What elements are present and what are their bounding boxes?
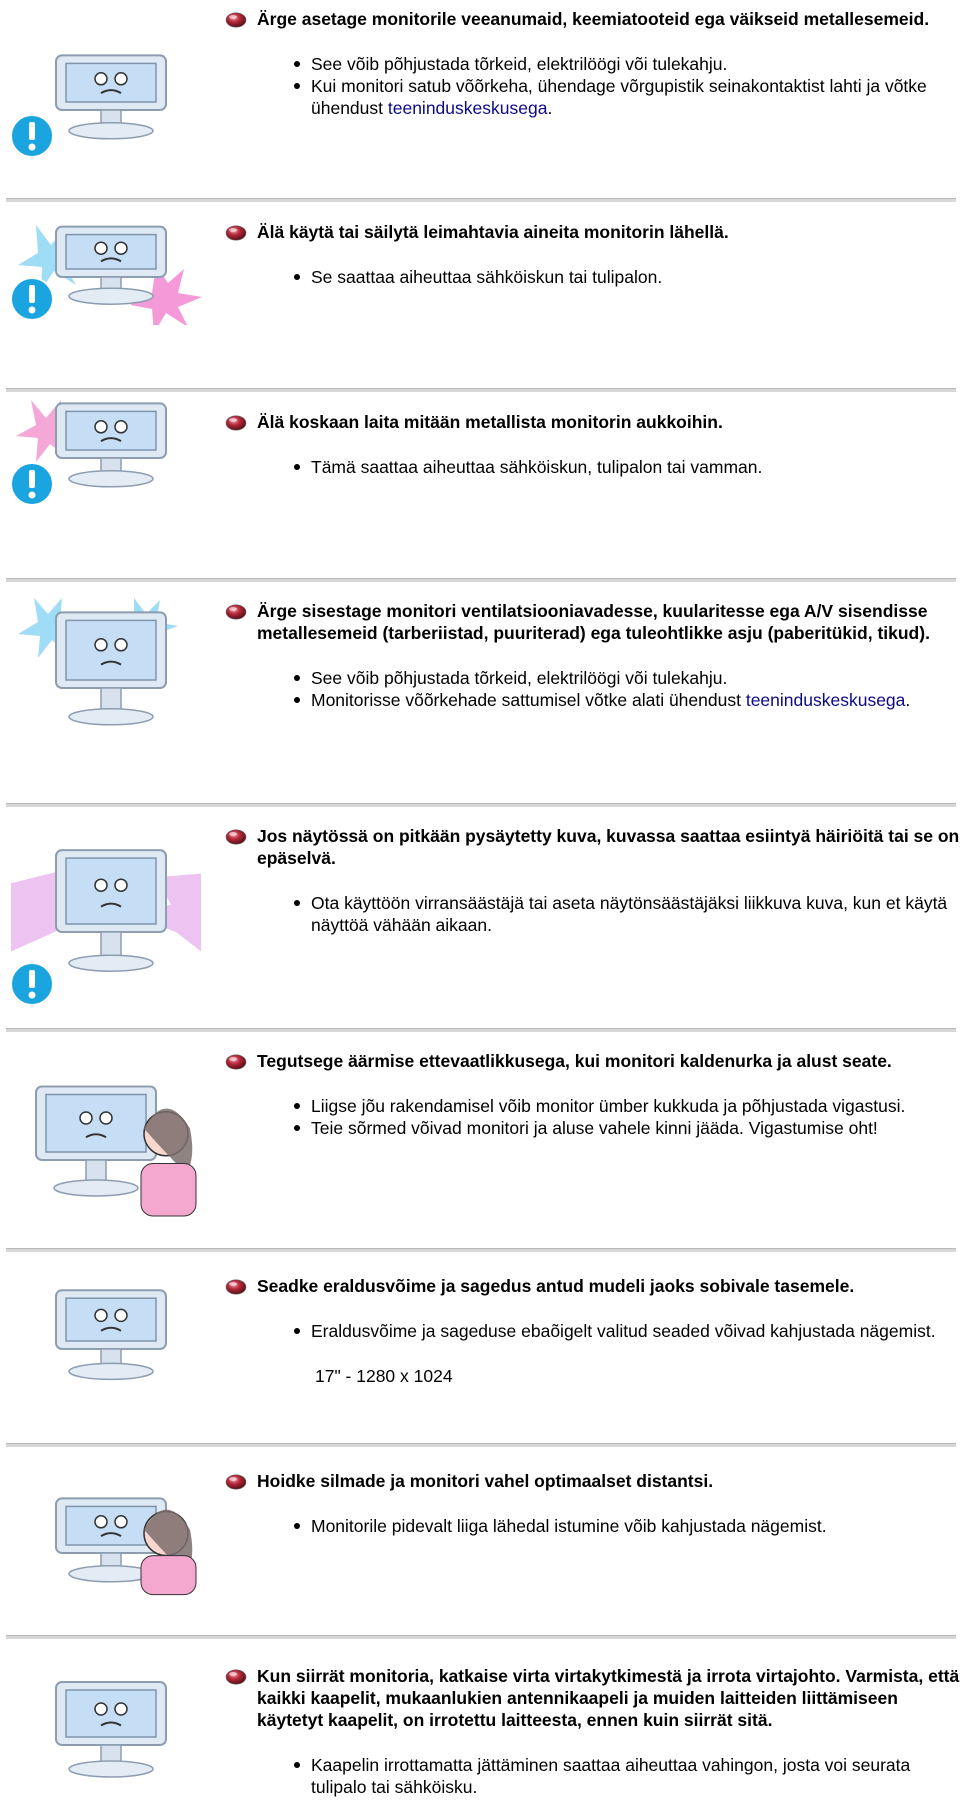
section-heading xyxy=(225,1665,960,1731)
warning-icon xyxy=(11,963,53,1005)
monitor-illustration xyxy=(6,580,206,760)
red-bullet-icon xyxy=(225,603,247,619)
item-text: Se saattaa aiheuttaa sähköiskun tai tulipalon. xyxy=(311,267,663,287)
safety-section xyxy=(0,580,960,780)
safety-section xyxy=(0,810,960,1010)
section-divider xyxy=(6,1635,956,1639)
bullet-dot xyxy=(294,1523,300,1529)
list-item xyxy=(311,667,960,689)
item-text: Kui monitori satub võõrkeha, ühendage võrgupistik seinakontaktist lahti ja võtke ühendust xyxy=(311,76,927,118)
monitor-illustration xyxy=(6,205,206,325)
bullet-dot xyxy=(294,1125,300,1131)
bullet-list xyxy=(225,1515,960,1537)
bullet-list xyxy=(225,1095,960,1139)
heading-text: Seadke eraldusvõime ja sagedus antud mudeli jaoks sobivale tasemele. xyxy=(257,1276,855,1296)
section-text xyxy=(225,1665,960,1798)
section-divider xyxy=(6,198,956,202)
heading-text: Ärge asetage monitorile veeanumaid, keemiatooteid ega väikseid metallesemeid. xyxy=(257,9,930,29)
item-text: Liigse jõu rakendamisel võib monitor ümber kukkuda ja põhjustada vigastusi. xyxy=(311,1096,906,1116)
list-item xyxy=(311,266,960,288)
bullet-list xyxy=(225,1320,960,1342)
section-heading xyxy=(225,411,960,433)
section-divider xyxy=(6,1443,956,1447)
section-text xyxy=(225,1275,960,1387)
bullet-list xyxy=(225,53,960,119)
item-text-suffix: . xyxy=(905,690,911,710)
bullet-dot xyxy=(294,274,300,280)
list-item xyxy=(311,456,960,478)
monitor-illustration xyxy=(6,1265,206,1405)
item-text: Teie sõrmed võivad monitori ja aluse vahele kinni jääda. Vigastumise oht! xyxy=(311,1118,878,1138)
item-text-suffix: . xyxy=(547,98,553,118)
section-text xyxy=(225,600,960,711)
bullet-dot xyxy=(294,1328,300,1334)
monitor-illustration xyxy=(6,1655,206,1805)
bullet-dot xyxy=(294,464,300,470)
section-text xyxy=(225,8,960,119)
heading-text: Ärge sisestage monitori ventilatsiooniavadesse, kuularitesse ega A/V sisendisse metallesemeid (tarberiistad, puuriterad) ega tuleohtlikke asju (paberitükid, tikud). xyxy=(257,601,930,643)
heading-text: Tegutsege äärmise ettevaatlikkusega, kui monitori kaldenurka ja alust seate. xyxy=(257,1051,892,1071)
red-bullet-icon xyxy=(225,1668,247,1684)
resolution-value: 17" - 1280 x 1024 xyxy=(315,1366,453,1386)
heading-text: Hoidke silmade ja monitori vahel optimaalset distantsi. xyxy=(257,1471,714,1491)
heading-text: Älä koskaan laita mitään metallista monitorin aukkoihin. xyxy=(257,412,723,432)
bullet-list xyxy=(225,667,960,711)
monitor-illustration xyxy=(6,32,206,162)
bullet-dot xyxy=(294,1762,300,1768)
monitor-illustration xyxy=(6,1055,206,1230)
section-divider xyxy=(6,578,956,582)
bullet-dot xyxy=(294,1103,300,1109)
bullet-list xyxy=(225,456,960,478)
red-bullet-icon xyxy=(225,1473,247,1489)
section-divider xyxy=(6,1248,956,1252)
heading-text: Jos näytössä on pitkään pysäytetty kuva, kuvassa saattaa esiintyä häiriöitä tai se on epäselvä. xyxy=(257,826,960,868)
bullet-list xyxy=(225,1754,960,1798)
item-text: Tämä saattaa aiheuttaa sähköiskun, tulipalon tai vamman. xyxy=(311,457,763,477)
safety-section xyxy=(0,195,960,335)
list-item xyxy=(311,1320,960,1342)
section-heading xyxy=(225,8,960,30)
bullet-dot xyxy=(294,675,300,681)
safety-section xyxy=(0,1040,960,1230)
section-heading xyxy=(225,600,960,644)
item-text: Monitorile pidevalt liiga lähedal istumine võib kahjustada nägemist. xyxy=(311,1516,827,1536)
list-item xyxy=(311,1095,960,1117)
section-divider xyxy=(6,388,956,392)
list-item xyxy=(311,892,960,936)
safety-section xyxy=(0,385,960,495)
list-item xyxy=(311,1754,960,1798)
bullet-dot xyxy=(294,900,300,906)
list-item xyxy=(311,1515,960,1537)
bullet-list xyxy=(225,266,960,288)
item-text: Eraldusvõime ja sageduse ebaõigelt valitud seaded võivad kahjustada nägemist. xyxy=(311,1321,936,1341)
red-bullet-icon xyxy=(225,1053,247,1069)
section-text xyxy=(225,825,960,936)
red-bullet-icon xyxy=(225,414,247,430)
bullet-dot xyxy=(294,697,300,703)
item-text: See võib põhjustada tõrkeid, elektrilöögi või tulekahju. xyxy=(311,668,728,688)
safety-section xyxy=(0,1450,960,1600)
section-heading xyxy=(225,221,960,243)
warning-icon xyxy=(11,115,53,157)
red-bullet-icon xyxy=(225,1278,247,1294)
safety-section xyxy=(0,1645,960,1815)
list-item xyxy=(311,1117,960,1139)
item-text: Kaapelin irrottamatta jättäminen saattaa aiheuttaa vahingon, josta voi seurata tulipalo tai sähköisku. xyxy=(311,1755,911,1797)
monitor-illustration xyxy=(6,380,206,510)
list-item xyxy=(311,75,960,119)
item-text: See võib põhjustada tõrkeid, elektrilöögi või tulekahju. xyxy=(311,54,728,74)
service-center-link[interactable]: teeninduskeskusega xyxy=(745,690,906,710)
item-text: Monitorisse võõrkehade sattumisel võtke alati ühendust xyxy=(311,690,746,710)
list-item xyxy=(311,689,960,711)
red-bullet-icon xyxy=(225,224,247,240)
list-item xyxy=(311,53,960,75)
section-text xyxy=(225,411,960,478)
section-divider xyxy=(6,803,956,807)
item-text: Ota käyttöön virransäästäjä tai aseta näytönsäästäjäksi liikkuva kuva, kun et käytä näyttöä vähään aikaan. xyxy=(311,893,948,935)
section-divider xyxy=(6,1028,956,1032)
section-text xyxy=(225,221,960,288)
red-bullet-icon xyxy=(225,828,247,844)
warning-icon xyxy=(11,463,53,505)
bullet-dot xyxy=(294,61,300,67)
warning-icon xyxy=(11,278,53,320)
monitor-illustration xyxy=(6,815,206,1010)
section-heading xyxy=(225,1470,960,1492)
section-heading xyxy=(225,1050,960,1072)
bullet-list xyxy=(225,892,960,936)
section-text xyxy=(225,1050,960,1139)
safety-section xyxy=(0,1255,960,1425)
heading-text: Älä käytä tai säilytä leimahtavia aineita monitorin lähellä. xyxy=(257,222,729,242)
safety-section xyxy=(0,2,960,172)
heading-text: Kun siirrät monitoria, katkaise virta virtakytkimestä ja irrota virtajohto. Varmista, että kaikki kaapelit, mukaanlukien antennikaapeli ja muiden laitteiden liittämiseen käytetyt kaapelit, on irrotettu laitteesta, ennen kuin siirrät sitä. xyxy=(257,1666,960,1730)
section-text xyxy=(225,1470,960,1537)
section-heading xyxy=(225,825,960,869)
section-heading xyxy=(225,1275,960,1297)
red-bullet-icon xyxy=(225,11,247,27)
monitor-illustration xyxy=(6,1475,206,1605)
service-center-link[interactable]: teeninduskeskusega xyxy=(387,98,548,118)
bullet-dot xyxy=(294,83,300,89)
